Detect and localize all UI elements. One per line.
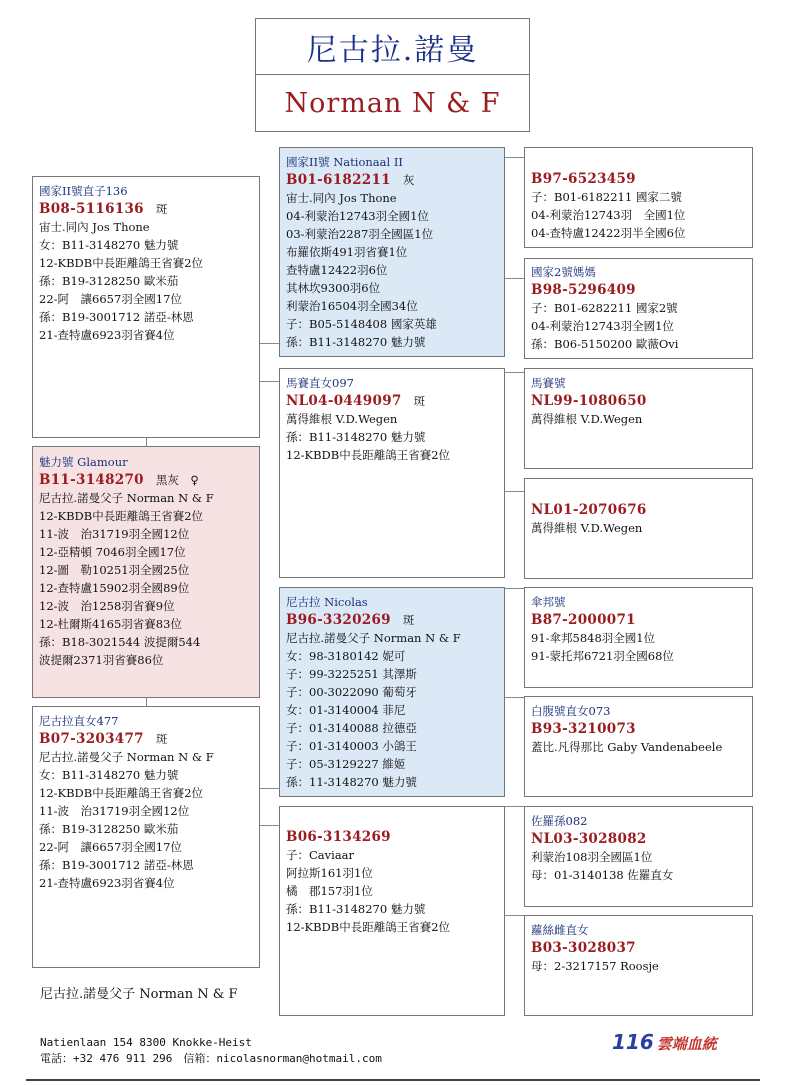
- subject-line: 12-波 治1258羽省賽9位: [39, 599, 175, 613]
- dam-line: 尼古拉.諾曼父子 Norman N & F: [39, 750, 214, 764]
- connector: [259, 825, 279, 826]
- subject-line: 孫：B18-3021544 波提爾544: [39, 635, 201, 649]
- dam-header: 尼古拉直女477: [39, 714, 119, 728]
- subject-ring-number: B11-3148270: [39, 472, 144, 488]
- sire-dam-box: [279, 368, 505, 578]
- dam-line: 11-波 治31719羽全國12位: [39, 804, 190, 818]
- footer-contact: 電話：+32 476 911 296 信箱：nicolasnorman@hotmail.com: [40, 1052, 382, 1065]
- sire-dam-color: 斑: [413, 394, 426, 408]
- dds-line: 利蒙治108羽全國區1位: [531, 850, 653, 864]
- sire-dam-dam-box: [524, 478, 753, 579]
- brand-text: 雲端血統: [656, 1035, 717, 1053]
- sire-line: 孫：B19-3128250 歐米茄: [39, 274, 179, 288]
- sss-line: 子：B01-6182211 國家二號: [531, 190, 682, 204]
- sds-header: 馬賽號: [531, 376, 566, 390]
- subject-line: 11-波 治31719羽全國12位: [39, 527, 190, 541]
- ssd-header: 國家2號媽媽: [531, 265, 596, 279]
- sire-sire-line: 04-利蒙治12743羽全國1位: [286, 209, 429, 223]
- dam-sire-header: 尼古拉 Nicolas: [286, 595, 368, 609]
- sire-sire-ring-number: B01-6182211: [286, 172, 391, 188]
- sire-sire-color: 灰: [402, 173, 415, 187]
- dam-dam-dam-box: [524, 915, 753, 1016]
- connector: [504, 806, 524, 807]
- dam-sire-line: 尼古拉.諾曼父子 Norman N & F: [286, 631, 461, 645]
- dds-line: 母：01-3140138 佐羅直女: [531, 868, 674, 882]
- sss-line: 04-利蒙治12743羽 全國1位: [531, 208, 686, 222]
- sire-sire-line: 利蒙治16504羽全國34位: [286, 299, 418, 313]
- dam-sire-ring-number: B96-3320269: [286, 612, 391, 628]
- dam-box: [32, 706, 260, 968]
- dam-sire-line: 子：00-3022090 葡萄牙: [286, 685, 417, 699]
- dam-sire-box: [279, 587, 505, 797]
- dam-line: 孫：B19-3001712 諾亞-林恩: [39, 858, 194, 872]
- sire-line: 12-KBDB中長距離鴿王省賽2位: [39, 256, 204, 270]
- dsd-ring-number: B93-3210073: [531, 721, 636, 737]
- sds-line: 萬得維根 V.D.Wegen: [531, 412, 643, 426]
- sss-line: 04-查特盧12422羽半全國6位: [531, 226, 686, 240]
- ssd-line: 04-利蒙治12743羽全國1位: [531, 319, 674, 333]
- dds-header: 佐羅孫082: [531, 814, 588, 828]
- sire-sire-line: 子：B05-5148408 國家英雄: [286, 317, 437, 331]
- dam-color: 斑: [155, 732, 168, 746]
- subject-line: 波提爾2371羽省賽86位: [39, 653, 164, 667]
- ddd-header: 蘿絲雌直女: [531, 923, 589, 937]
- sire-line: 21-查特盧6923羽省賽4位: [39, 328, 175, 342]
- page-title-english: Norman N & F: [284, 88, 501, 119]
- dam-dam-line: 孫：B11-3148270 魅力號: [286, 902, 426, 916]
- dss-ring-number: B87-2000071: [531, 612, 636, 628]
- sire-line: 宙士.同內 Jos Thone: [39, 220, 150, 234]
- sire-sire-line: 宙士.同內 Jos Thone: [286, 191, 397, 205]
- sire-box: [32, 176, 260, 438]
- sire-sire-line: 查特盧12422羽6位: [286, 263, 388, 277]
- dam-line: 女：B11-3148270 魅力號: [39, 768, 179, 782]
- sdd-ring-number: NL01-2070676: [531, 502, 647, 518]
- dam-ring-number: B07-3203477: [39, 731, 144, 747]
- ddd-line: 母：2-3217157 Roosje: [531, 959, 659, 973]
- connector: [504, 588, 524, 589]
- ssd-ring-number: B98-5296409: [531, 282, 636, 298]
- dam-dam-sire-box: [524, 806, 753, 907]
- dss-line: 91-蒙托邦6721羽全國68位: [531, 649, 674, 663]
- connector: [504, 491, 524, 492]
- sire-dam-header: 馬賽直女097: [286, 376, 354, 390]
- subject-line: 12-圖 勒10251羽全國25位: [39, 563, 190, 577]
- dsd-line: 蓋比.凡得那比 Gaby Vandenabeele: [531, 740, 723, 754]
- sire-dam-line: 孫：B11-3148270 魅力號: [286, 430, 426, 444]
- sire-header: 國家II號直子136: [39, 184, 128, 198]
- dam-sire-line: 孫：11-3148270 魅力號: [286, 775, 417, 789]
- brand-logo: [612, 1030, 717, 1054]
- connector: [504, 372, 524, 373]
- sire-ring-number: B08-5116136: [39, 201, 144, 217]
- sire-sire-dam-box: [524, 258, 753, 359]
- sire-sire-line: 孫：B11-3148270 魅力號: [286, 335, 426, 349]
- dam-sire-line: 女：98-3180142 妮可: [286, 649, 406, 663]
- connector: [504, 915, 524, 916]
- ssd-line: 孫：B06-5150200 歐薇Ovi: [531, 337, 679, 351]
- sdd-line: 萬得維根 V.D.Wegen: [531, 521, 643, 535]
- sire-dam-ring-number: NL04-0449097: [286, 393, 402, 409]
- sire-dam-sire-box: [524, 368, 753, 469]
- connector: [504, 697, 524, 698]
- subject-line: 12-亞精頓 7046羽全國17位: [39, 545, 186, 559]
- connector: [259, 343, 279, 344]
- brand-number: 116: [612, 1030, 654, 1054]
- dam-dam-line: 12-KBDB中長距離鴿王省賽2位: [286, 920, 451, 934]
- sire-sire-line: 其林坎9300羽6位: [286, 281, 381, 295]
- dam-dam-box: [279, 806, 505, 1016]
- dam-sire-line: 子：01-3140088 拉德亞: [286, 721, 417, 735]
- dam-dam-line: 子：Caviaar: [286, 848, 355, 862]
- dam-line: 22-阿 讓6657羽全國17位: [39, 840, 182, 854]
- sire-sire-sire-box: [524, 147, 753, 248]
- dss-line: 91-傘邦5848羽全國1位: [531, 631, 656, 645]
- dam-sire-line: 子：01-3140003 小鴿王: [286, 739, 417, 753]
- sire-sire-box: [279, 147, 505, 357]
- sire-line: 女：B11-3148270 魅力號: [39, 238, 179, 252]
- dss-header: 傘邦號: [531, 595, 566, 609]
- bottom-divider: [26, 1079, 760, 1081]
- connector: [504, 278, 524, 279]
- connector: [259, 381, 279, 382]
- dam-line: 孫：B19-3128250 歐米茄: [39, 822, 179, 836]
- sds-ring-number: NL99-1080650: [531, 393, 647, 409]
- subject-line: 尼古拉.諾曼父子 Norman N & F: [39, 491, 214, 505]
- connector: [504, 157, 524, 158]
- title-box: [255, 18, 530, 132]
- dam-sire-line: 子：99-3225251 其澤斯: [286, 667, 417, 681]
- dam-sire-line: 女：01-3140004 菲尼: [286, 703, 406, 717]
- connector: [259, 788, 279, 789]
- dam-line: 12-KBDB中長距離鴿王省賽2位: [39, 786, 204, 800]
- dam-sire-color: 斑: [402, 613, 415, 627]
- dam-sire-sire-box: [524, 587, 753, 688]
- sire-line: 孫：B19-3001712 諾亞-林恩: [39, 310, 194, 324]
- sire-line: 22-阿 讓6657羽全國17位: [39, 292, 182, 306]
- subject-color: 黑灰 ♀: [155, 473, 199, 487]
- dam-line: 21-查特盧6923羽省賽4位: [39, 876, 175, 890]
- dam-dam-line: 橘 郡157羽1位: [286, 884, 373, 898]
- page-title-chinese: 尼古拉.諾曼: [256, 19, 529, 75]
- subject-box: [32, 446, 260, 698]
- sss-ring-number: B97-6523459: [531, 171, 636, 187]
- dam-sire-dam-box: [524, 696, 753, 797]
- subject-line: 12-KBDB中長距離鴿王省賽2位: [39, 509, 204, 523]
- ddd-ring-number: B03-3028037: [531, 940, 636, 956]
- dds-ring-number: NL03-3028082: [531, 831, 647, 847]
- sire-color: 斑: [155, 202, 168, 216]
- dam-dam-line: 阿拉斯161羽1位: [286, 866, 373, 880]
- footer-owner: 尼古拉.諾曼父子 Norman N & F: [40, 987, 238, 1002]
- dsd-header: 白腹號直女073: [531, 704, 611, 718]
- sire-dam-line: 12-KBDB中長距離鴿王省賽2位: [286, 448, 451, 462]
- subject-line: 12-杜爾斯4165羽省賽83位: [39, 617, 182, 631]
- ssd-line: 子：B01-6282211 國家2號: [531, 301, 678, 315]
- sire-sire-header: 國家II號 Nationaal II: [286, 155, 403, 169]
- sire-sire-line: 布羅依斯491羽省賽1位: [286, 245, 408, 259]
- subject-header: 魅力號 Glamour: [39, 455, 128, 469]
- sire-dam-line: 萬得維根 V.D.Wegen: [286, 412, 398, 426]
- sire-sire-line: 03-利蒙治2287羽全國區1位: [286, 227, 434, 241]
- dam-dam-ring-number: B06-3134269: [286, 829, 391, 845]
- dam-sire-line: 子：05-3129227 維姬: [286, 757, 406, 771]
- footer-address: Natienlaan 154 8300 Knokke-Heist: [40, 1036, 252, 1049]
- subject-line: 12-查特盧15902羽全國89位: [39, 581, 190, 595]
